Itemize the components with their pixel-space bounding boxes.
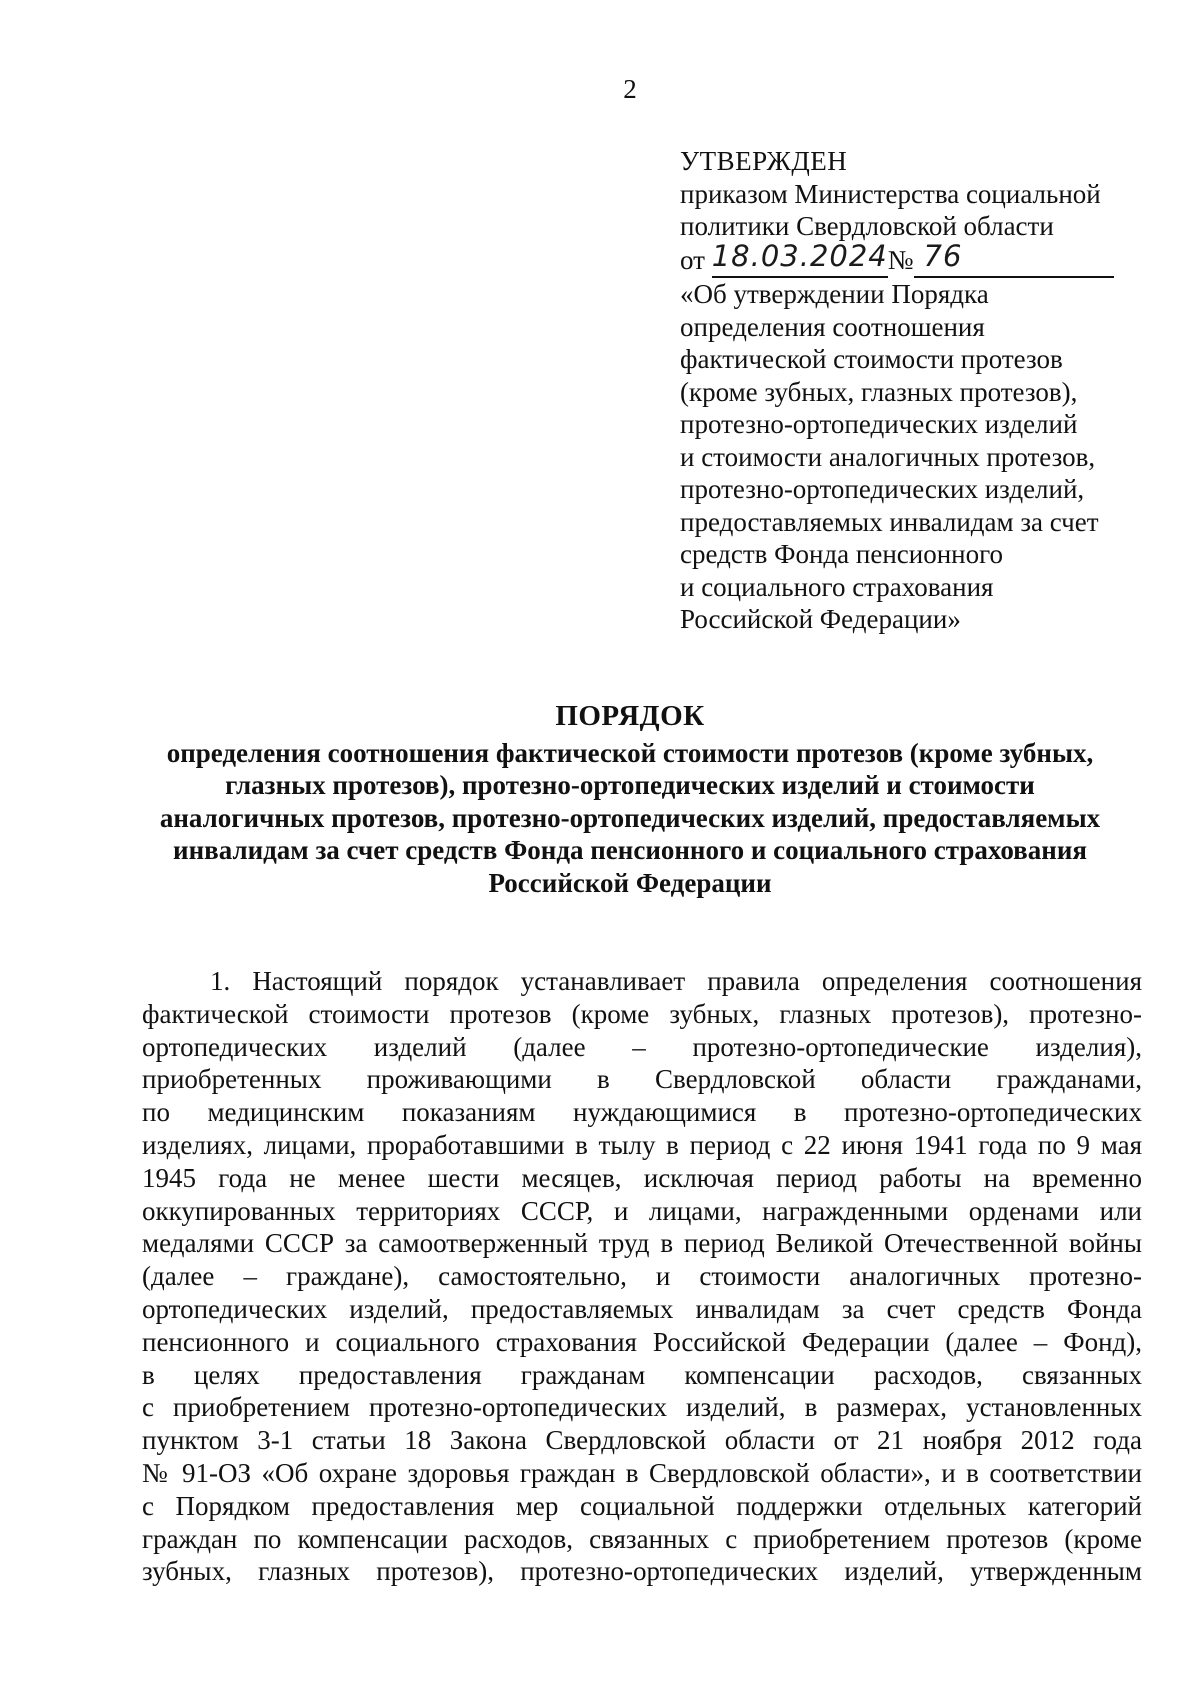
document-title-main: ПОРЯДОК <box>555 700 705 732</box>
approval-title-line: и социального страхования <box>680 571 994 602</box>
approval-block <box>680 145 1150 636</box>
body-line: (далее – граждане), самостоятельно, и стоимости аналогичных протезно- <box>142 1261 1142 1292</box>
body-line: зубных, глазных протезов), протезно-ортопедических изделий, утвержденным <box>142 1556 1142 1587</box>
approval-title-line: фактической стоимости протезов <box>680 344 1063 374</box>
approval-title-line: протезно-ортопедических изделий, <box>680 474 1085 504</box>
approval-title-line: протезно-ортопедических изделий <box>680 409 1078 439</box>
approval-line: приказом Министерства социальной <box>680 178 1101 209</box>
document-title-line: глазных протезов), протезно-ортопедических изделий и стоимости <box>225 770 1035 800</box>
approval-heading: УТВЕРЖДЕН <box>680 146 848 176</box>
approval-title-line: и стоимости аналогичных протезов, <box>680 441 1096 472</box>
body-paragraph <box>142 965 1142 1588</box>
handwritten-number: 76 <box>923 238 963 273</box>
document-title <box>140 700 1120 899</box>
body-line: с приобретением протезно-ортопедических изделий, в размерах, установленных <box>142 1392 1142 1423</box>
body-line: 1945 года не менее шести месяцев, исключая период работы на временно <box>142 1162 1142 1193</box>
page-number: 2 <box>623 74 637 104</box>
body-line: приобретенных проживающими в Свердловской области гражданами, <box>142 1064 1142 1095</box>
approval-title-line: Российской Федерации» <box>680 604 961 634</box>
approval-title-line: «Об утверждении Порядка <box>680 279 989 309</box>
body-line: в целях предоставления гражданам компенсации расходов, связанных <box>142 1359 1142 1390</box>
document-title-line: аналогичных протезов, протезно-ортопедических изделий, предоставляемых <box>159 802 1101 833</box>
number-field <box>914 238 1114 279</box>
approval-line: политики Свердловской области <box>680 211 1054 241</box>
body-line: 1. Настоящий порядок устанавливает правила определения соотношения <box>210 966 1142 996</box>
document-title-line: Российской Федерации <box>488 867 772 898</box>
approval-title-line: средств Фонда пенсионного <box>680 539 1003 569</box>
body-line: ортопедических изделий (далее – протезно-ортопедические изделия), <box>142 1031 1142 1062</box>
body-line: ортопедических изделий, предоставляемых инвалидам за счет средств Фонда <box>142 1293 1142 1324</box>
body-line: № 91-ОЗ «Об охране здоровья граждан в Свердловской области», и в соответствии <box>142 1457 1142 1488</box>
approval-date-line <box>680 238 1150 279</box>
body-line: медалями СССР за самоотверженный труд в период Великой Отечественной войны <box>142 1228 1142 1259</box>
number-prefix: № <box>887 244 914 275</box>
approval-title-line: предоставляемых инвалидам за счет <box>680 506 1099 537</box>
body-line: пенсионного и социального страхования Российской Федерации (далее – Фонд), <box>142 1326 1142 1357</box>
date-field <box>711 238 888 279</box>
approval-title-line: определения соотношения <box>680 311 985 342</box>
body-line: граждан по компенсации расходов, связанных с приобретением протезов (кроме <box>142 1523 1142 1554</box>
body-line: пунктом 3-1 статьи 18 Закона Свердловской области от 21 ноября 2012 года <box>142 1425 1142 1456</box>
handwritten-date: 18.03.2024 <box>711 238 888 273</box>
body-line: по медицинским показаниям нуждающимися в протезно-ортопедических <box>142 1097 1142 1128</box>
body-line: изделиях, лицами, проработавшими в тылу в период с 22 июня 1941 года по 9 мая <box>142 1129 1142 1160</box>
document-title-line: определения соотношения фактической стоимости протезов (кроме зубных, <box>166 737 1094 768</box>
body-line: с Порядком предоставления мер социальной поддержки отдельных категорий <box>142 1490 1142 1521</box>
document-title-line: инвалидам за счет средств Фонда пенсионного и социального страхования <box>173 835 1087 865</box>
date-prefix: от <box>680 244 705 275</box>
approval-title-line: (кроме зубных, глазных протезов), <box>680 376 1078 407</box>
body-line: фактической стоимости протезов (кроме зубных, глазных протезов), протезно- <box>142 998 1142 1029</box>
body-line: оккупированных территориях СССР, и лицами, награжденными орденами или <box>142 1195 1142 1226</box>
